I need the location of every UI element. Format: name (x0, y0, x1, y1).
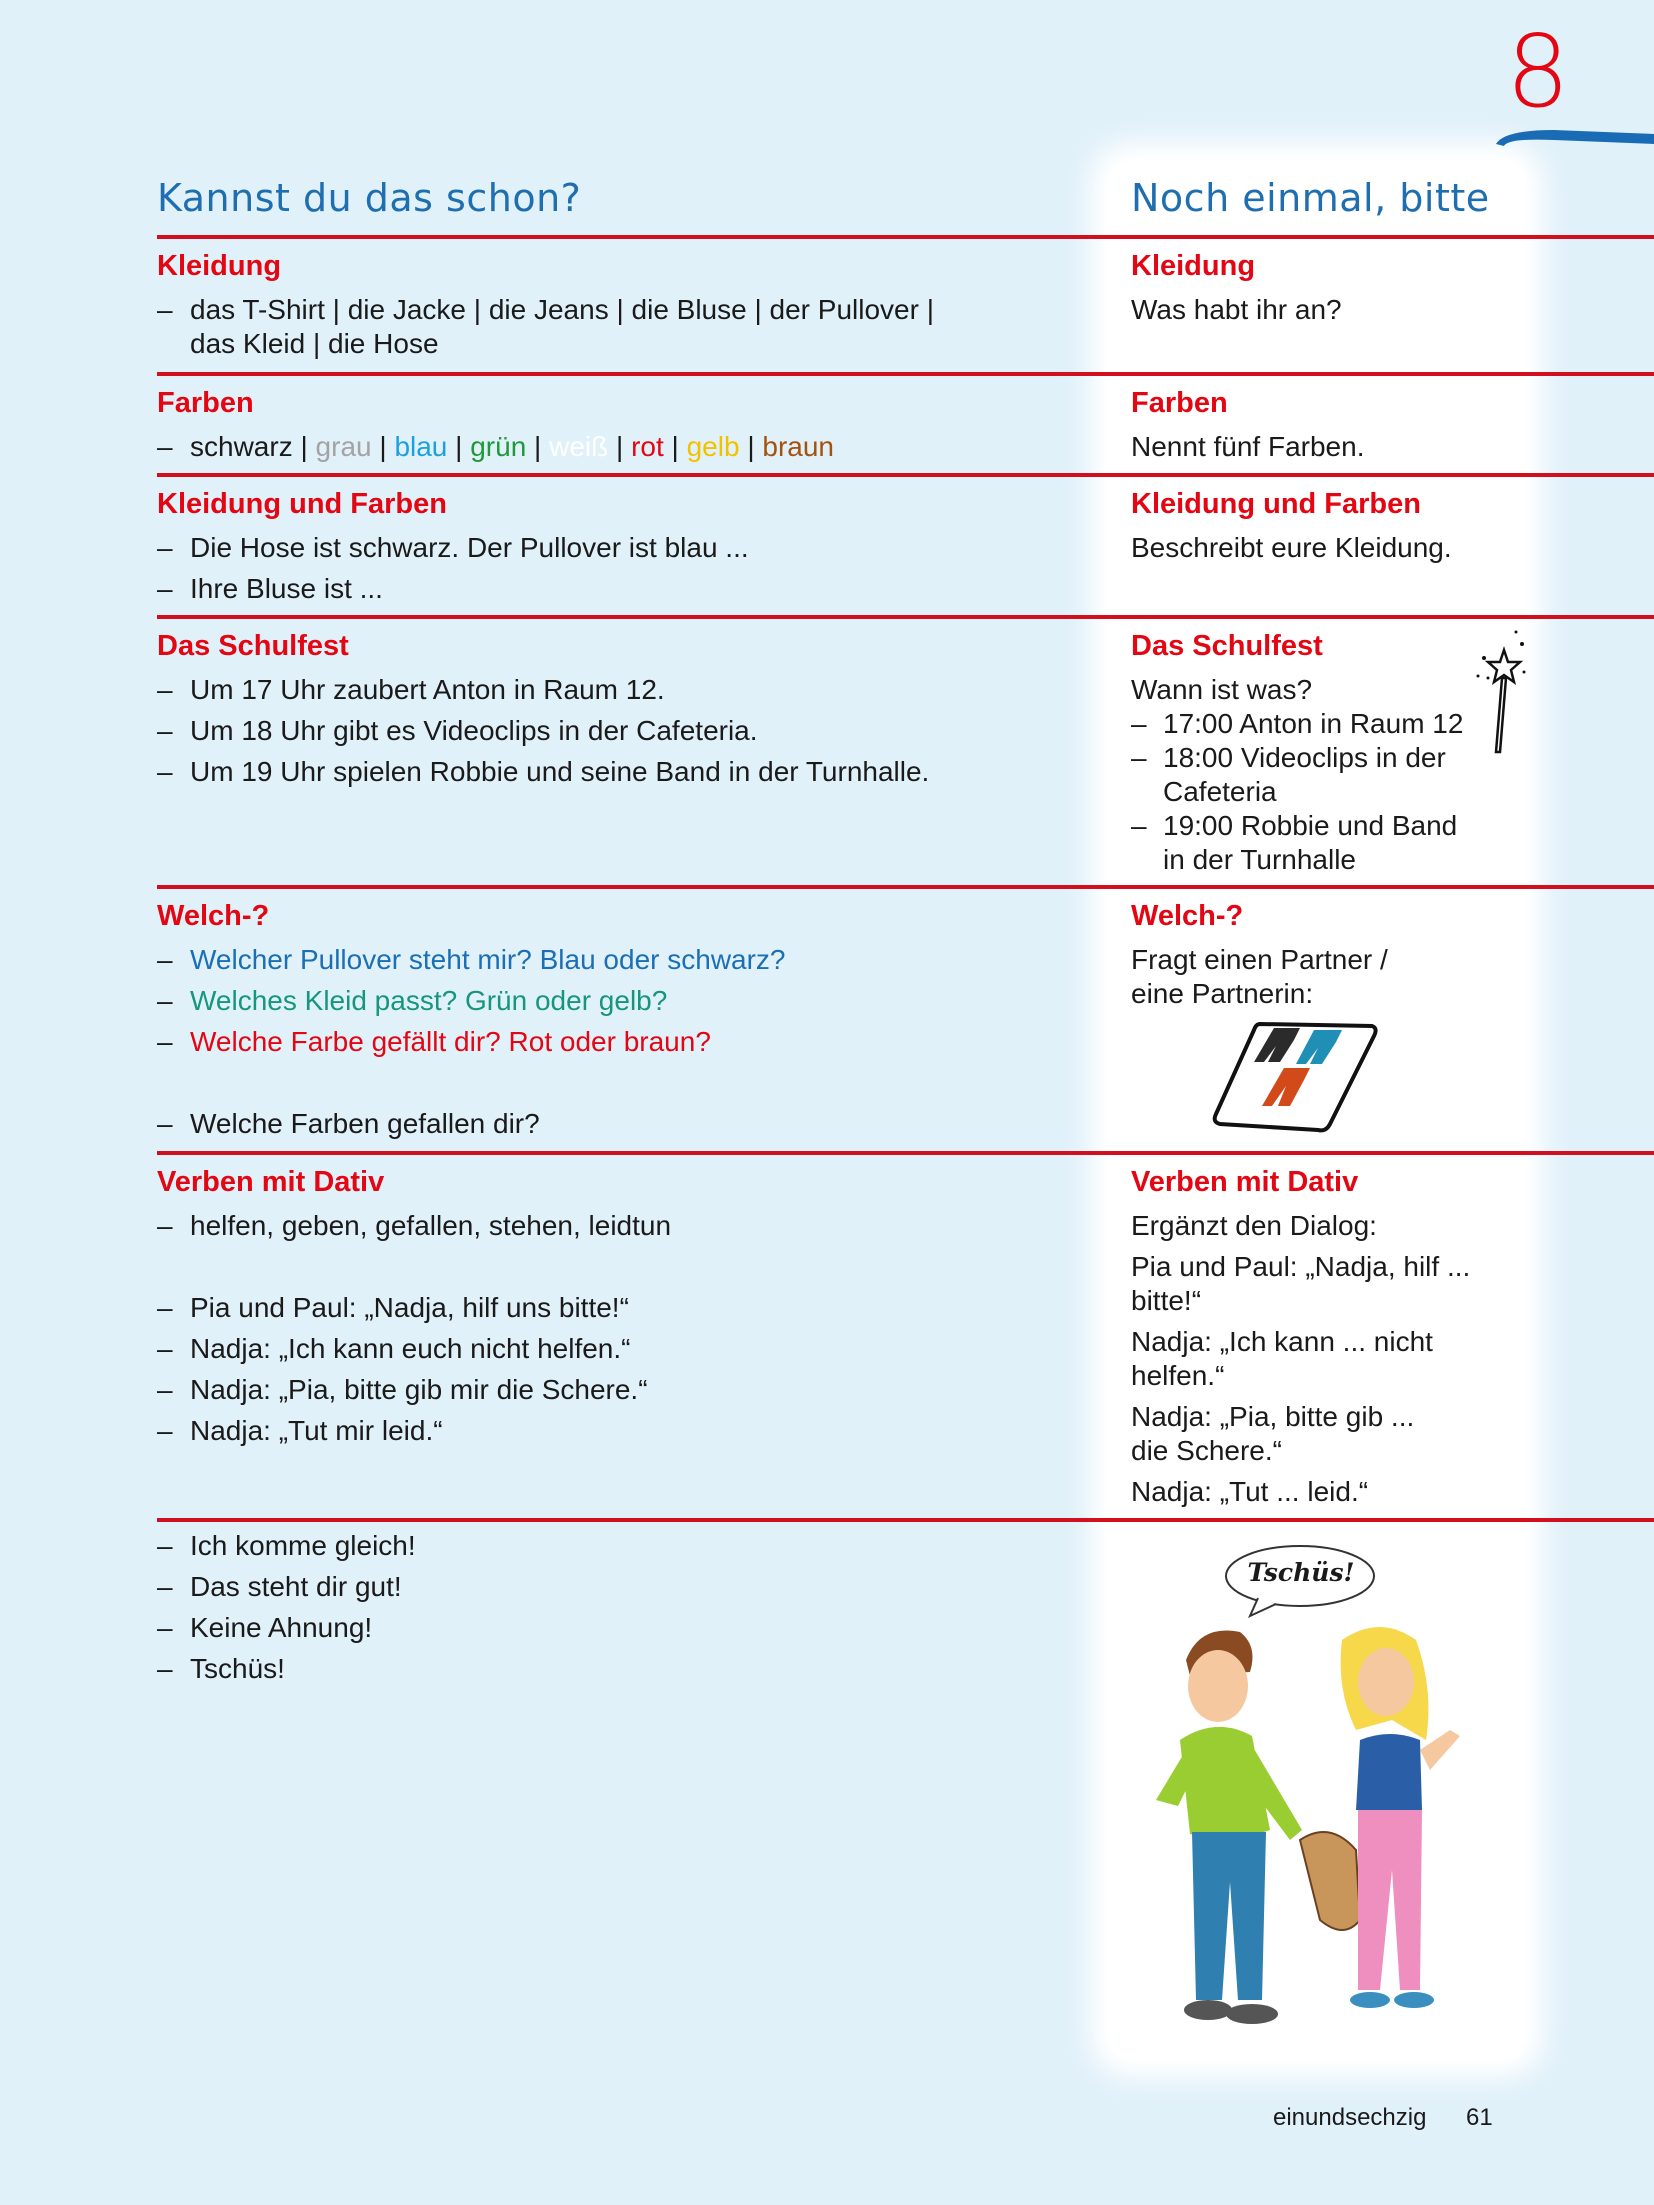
item-text: das Kleid | die Hose (190, 328, 439, 359)
item-text: 17:00 Anton in Raum 12 (1163, 708, 1464, 739)
section-welch-right (1131, 896, 1521, 1011)
item-text: Um 18 Uhr gibt es Videoclips in der Cafeteria. (190, 715, 758, 746)
item-text: Welcher Pullover steht mir? Blau oder schwarz? (190, 944, 786, 975)
magic-wand-icon (1466, 628, 1530, 754)
item-text: Tschüs! (190, 1653, 285, 1684)
section-kleidung-left (157, 246, 1077, 361)
list-item (157, 293, 1077, 361)
dash: – (157, 532, 173, 563)
color-word: gelb (686, 431, 740, 462)
list-item (157, 572, 1077, 606)
list-item (157, 1652, 1077, 1686)
dash: – (157, 294, 173, 325)
task-text: Ergänzt den Dialog: (1131, 1210, 1377, 1241)
separator: | (292, 431, 316, 462)
dash: – (157, 1415, 173, 1446)
dash: – (1131, 708, 1147, 739)
task-text: Nennt fünf Farben. (1131, 431, 1365, 462)
section-welch-left (157, 896, 1077, 1141)
chapter-tab-curve (1494, 124, 1654, 148)
dash: – (157, 715, 173, 746)
separator: | (739, 431, 763, 462)
dialog-text: die Schere.“ (1131, 1435, 1282, 1466)
chapter-number: 8 (1506, 13, 1570, 130)
list-item (157, 1414, 1077, 1448)
dash: – (1131, 742, 1147, 773)
section-heading: Kleidung und Farben (1131, 488, 1421, 520)
list-item (157, 1529, 1077, 1563)
task-text (1131, 943, 1521, 1011)
list-item (157, 943, 1077, 977)
right-title: Noch einmal, bitte (1131, 176, 1490, 220)
list-item (157, 1025, 1077, 1059)
speech-bubble-text: Tschüs! (1247, 1558, 1355, 1587)
dash: – (157, 1374, 173, 1405)
section-heading: Farben (157, 387, 254, 419)
divider (157, 1518, 1654, 1522)
task-line: eine Partnerin: (1131, 978, 1314, 1009)
dialog-text: bitte!“ (1131, 1285, 1202, 1316)
section-heading: Kleidung (157, 250, 282, 282)
item-text: Das steht dir gut! (190, 1571, 402, 1602)
list-item (157, 1373, 1077, 1407)
dash: – (157, 1108, 173, 1139)
section-heading: Farben (1131, 387, 1228, 419)
list-item (157, 1570, 1077, 1604)
section-kleidung-farben-right (1131, 484, 1521, 565)
item-text: 19:00 Robbie und Band (1163, 810, 1458, 841)
list-item (157, 531, 1077, 565)
dash: – (157, 1333, 173, 1364)
dash: – (157, 1571, 173, 1602)
dash: – (157, 1292, 173, 1323)
task-text: Was habt ihr an? (1131, 294, 1342, 325)
trousers-on-mat-illustration (1210, 1020, 1380, 1135)
section-heading: Welch-? (157, 900, 270, 932)
divider (157, 615, 1654, 619)
dash: – (157, 1530, 173, 1561)
page-number-word: einundsechzig (1273, 2104, 1427, 2131)
item-text: Die Hose ist schwarz. Der Pullover ist blau ... (190, 532, 749, 563)
section-heading: Kleidung (1131, 250, 1256, 282)
list-item (1131, 809, 1521, 877)
section-kleidung-farben-left (157, 484, 1077, 606)
task-text: Wann ist was? (1131, 674, 1313, 705)
left-title: Kannst du das schon? (157, 176, 582, 220)
color-word: blau (394, 431, 448, 462)
separator: | (526, 431, 550, 462)
list-item (157, 1332, 1077, 1366)
dialog-text: Nadja: „Pia, bitte gib ... (1131, 1401, 1415, 1432)
separator: | (371, 431, 395, 462)
dialog-line (1131, 1475, 1521, 1509)
section-dativ-left (157, 1162, 1077, 1448)
item-text: helfen, geben, gefallen, stehen, leidtun (190, 1210, 672, 1241)
section-phrases-left (157, 1529, 1077, 1686)
dialog-line (1131, 1400, 1521, 1468)
spacer (157, 1243, 1077, 1284)
section-heading: Kleidung und Farben (157, 488, 447, 520)
section-heading: Verben mit Dativ (1131, 1166, 1359, 1198)
divider (157, 473, 1654, 477)
separator: | (608, 431, 632, 462)
list-item (157, 1611, 1077, 1645)
item-text: Keine Ahnung! (190, 1612, 373, 1643)
list-item (157, 1107, 1077, 1141)
dialog-text: Pia und Paul: „Nadja, hilf ... (1131, 1251, 1471, 1282)
item-text: Um 17 Uhr zaubert Anton in Raum 12. (190, 674, 665, 705)
dash: – (157, 944, 173, 975)
section-kleidung-right (1131, 246, 1521, 327)
dash: – (157, 674, 173, 705)
list-item (157, 755, 1077, 789)
section-heading: Verben mit Dativ (157, 1166, 385, 1198)
dash: – (157, 985, 173, 1016)
dash: – (157, 756, 173, 787)
dash: – (1131, 810, 1147, 841)
task-text: Beschreibt eure Kleidung. (1131, 532, 1452, 563)
list-item (1131, 707, 1521, 741)
color-word: braun (762, 431, 835, 462)
kids-illustration (1130, 1620, 1500, 2040)
list-item (157, 1291, 1077, 1325)
dialog-text: Nadja: „Ich kann ... nicht (1131, 1326, 1433, 1357)
task-line: Fragt einen Partner / (1131, 944, 1388, 975)
divider (157, 1151, 1654, 1155)
section-farben-left (157, 383, 1077, 464)
item-text: 18:00 Videoclips in der (1163, 742, 1446, 773)
divider (157, 235, 1654, 239)
item-text: Pia und Paul: „Nadja, hilf uns bitte!“ (190, 1292, 629, 1323)
list-item (1131, 741, 1521, 809)
color-word: grau (315, 431, 372, 462)
item-text: Cafeteria (1163, 776, 1277, 807)
page-number: 61 (1466, 2104, 1493, 2131)
section-dativ-right (1131, 1162, 1521, 1509)
color-list (157, 430, 1077, 464)
item-text: Ihre Bluse ist ... (190, 573, 383, 604)
item-text: Nadja: „Ich kann euch nicht helfen.“ (190, 1333, 631, 1364)
item-text: Welches Kleid passt? Grün oder gelb? (190, 985, 668, 1016)
item-text: in der Turnhalle (1163, 844, 1357, 875)
dialog-line (1131, 1250, 1521, 1318)
separator: | (447, 431, 471, 462)
color-word: weiß (549, 431, 609, 462)
color-word: rot (631, 431, 664, 462)
dash: – (157, 573, 173, 604)
section-heading: Das Schulfest (1131, 630, 1323, 662)
item-text: Ich komme gleich! (190, 1530, 416, 1561)
dash: – (157, 1612, 173, 1643)
color-word: schwarz (190, 431, 293, 462)
item-text: Welche Farbe gefällt dir? Rot oder braun? (190, 1026, 711, 1057)
list-item (157, 1209, 1077, 1243)
list-item (157, 714, 1077, 748)
dialog-text: Nadja: „Tut ... leid.“ (1131, 1476, 1369, 1507)
section-schulfest-right (1131, 626, 1521, 877)
section-heading: Welch-? (1131, 900, 1244, 932)
item-text: Nadja: „Pia, bitte gib mir die Schere.“ (190, 1374, 648, 1405)
dash: – (157, 431, 173, 462)
item-text: das T-Shirt | die Jacke | die Jeans | die Bluse | der Pullover | (190, 294, 934, 325)
dialog-line (1131, 1325, 1521, 1393)
section-farben-right (1131, 383, 1521, 464)
section-heading: Das Schulfest (157, 630, 349, 662)
divider (157, 372, 1654, 376)
dialog-text: helfen.“ (1131, 1360, 1225, 1391)
item-text: Nadja: „Tut mir leid.“ (190, 1415, 443, 1446)
separator: | (663, 431, 687, 462)
divider (157, 885, 1654, 889)
item-text: Welche Farben gefallen dir? (190, 1108, 540, 1139)
section-schulfest-left (157, 626, 1077, 789)
list-item (157, 984, 1077, 1018)
color-word: grün (470, 431, 527, 462)
spacer (157, 1059, 1077, 1100)
dash: – (157, 1210, 173, 1241)
list-item (157, 673, 1077, 707)
dash: – (157, 1653, 173, 1684)
item-text: Um 19 Uhr spielen Robbie und seine Band in der Turnhalle. (190, 756, 930, 787)
dash: – (157, 1026, 173, 1057)
